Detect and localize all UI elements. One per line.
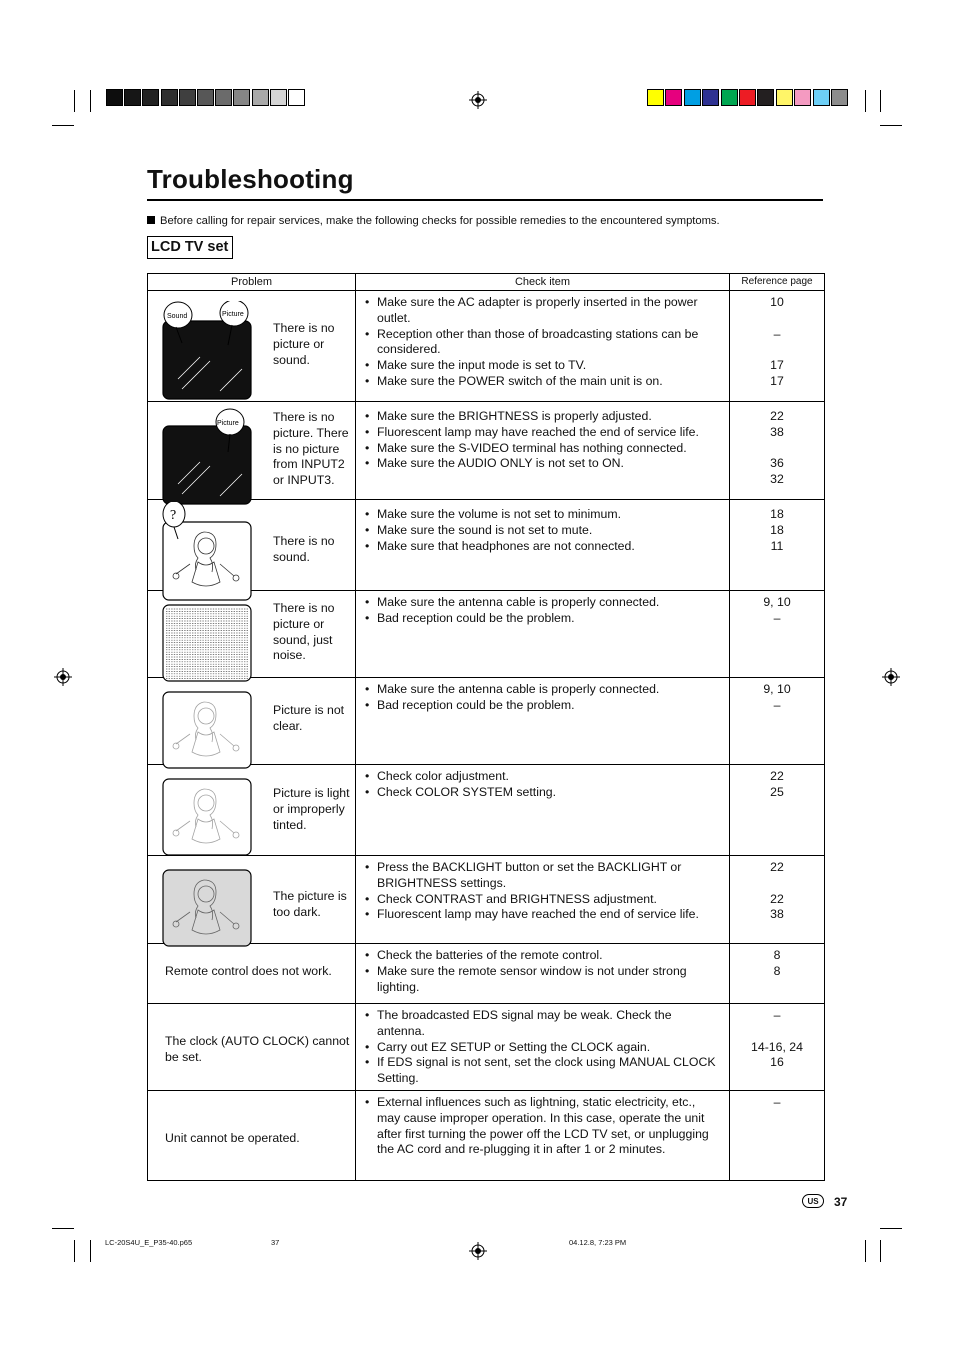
title-rule <box>147 199 823 201</box>
reference-page: 10 <box>770 295 784 309</box>
reference-page: 17 <box>770 373 784 388</box>
check-item-cell <box>356 944 730 1004</box>
problem-text: Picture is light or improperly tinted. <box>273 786 350 832</box>
check-list <box>364 769 721 801</box>
problem-text: There is no sound. <box>273 534 335 564</box>
check-list <box>364 860 721 923</box>
reference-page: 14-16, 24 <box>751 1039 803 1054</box>
gray-swatch <box>288 89 305 106</box>
registration-mark-icon <box>469 91 487 109</box>
header-reference-page: Reference page <box>730 274 825 291</box>
reference-page: 38 <box>770 424 784 439</box>
intro-sentence: Before calling for repair services, make the following checks for possible remedies to the encountered symptoms. <box>160 215 720 227</box>
reference-page <box>731 1024 823 1040</box>
color-swatch <box>831 89 848 106</box>
tv-unclear-picture-icon <box>160 688 254 772</box>
color-swatch <box>702 89 719 106</box>
gray-swatch <box>215 89 232 106</box>
problem-cell <box>148 1091 356 1181</box>
check-item: • Make sure the remote sensor window is not under strong lighting. <box>364 964 721 996</box>
reference-page-cell <box>730 402 825 500</box>
reference-page: 36 <box>770 456 784 471</box>
reference-page-cell <box>730 500 825 591</box>
check-list <box>364 948 721 995</box>
check-list <box>364 1008 721 1087</box>
tv-tinted-picture-icon <box>160 775 254 859</box>
svg-text:Sound: Sound <box>167 313 188 320</box>
check-list <box>364 507 721 554</box>
check-item-cell <box>356 856 730 944</box>
tv-no-sound-icon <box>160 502 254 602</box>
check-list <box>364 409 721 472</box>
table-row <box>148 678 825 765</box>
square-bullet-icon <box>147 216 155 224</box>
reference-page-cell <box>730 1004 825 1091</box>
reference-page: 9, 10 <box>763 595 791 609</box>
check-item: • Reception other than those of broadcasting stations can be considered. <box>364 327 721 359</box>
problem-text: Unit cannot be operated. <box>165 1131 300 1145</box>
check-item-cell <box>356 402 730 500</box>
reference-page: 22 <box>770 891 784 906</box>
problem-cell <box>148 591 356 678</box>
check-item-cell <box>356 500 730 591</box>
reference-page: 32 <box>770 472 784 487</box>
tv-no-picture-icon <box>160 406 254 506</box>
check-item: • Make sure the sound is not set to mute. <box>364 523 721 539</box>
check-item-cell <box>356 291 730 402</box>
reference-page-cell <box>730 678 825 765</box>
reference-page: – <box>773 1095 781 1109</box>
gray-swatch <box>179 89 196 106</box>
check-list <box>364 1095 721 1158</box>
check-item: • Carry out EZ SETUP or Setting the CLOCK again. <box>364 1040 721 1056</box>
check-item: • Make sure the POWER switch of the main unit is on. <box>364 374 721 390</box>
color-swatch <box>813 89 830 106</box>
footer-file-page: 37 <box>271 1238 280 1247</box>
check-item: • Check the batteries of the remote control. <box>364 948 721 964</box>
check-list <box>364 595 721 627</box>
page-number: 37 <box>834 1195 848 1209</box>
reference-page: 38 <box>770 907 784 922</box>
reference-page: 17 <box>770 358 784 373</box>
problem-cell <box>148 402 356 500</box>
svg-text:Picture: Picture <box>222 311 244 318</box>
reference-page: 9, 10 <box>763 682 791 696</box>
problem-cell <box>148 1004 356 1091</box>
reference-page: 8 <box>773 963 781 978</box>
table-row <box>148 1004 825 1091</box>
gray-swatch <box>270 89 287 106</box>
check-item: • Check COLOR SYSTEM setting. <box>364 785 721 801</box>
reference-page: – <box>773 1008 781 1022</box>
reference-page <box>731 342 823 358</box>
gray-swatch <box>252 89 269 106</box>
reference-page: 16 <box>770 1055 784 1070</box>
footer-timestamp: 04.12.8, 7:23 PM <box>569 1238 627 1247</box>
problem-cell <box>148 765 356 856</box>
problem-text: There is no picture or sound, just noise. <box>273 601 335 663</box>
reference-page <box>731 441 823 457</box>
section-heading: LCD TV set <box>147 236 233 259</box>
check-item: • Make sure the antenna cable is properly connected. <box>364 682 721 698</box>
reference-page: 18 <box>770 507 784 521</box>
header-check-item: Check item <box>356 274 730 291</box>
check-item: • Make sure the antenna cable is properly connected. <box>364 595 721 611</box>
check-item: • Fluorescent lamp may have reached the end of service life. <box>364 907 721 923</box>
gray-swatch <box>124 89 141 106</box>
check-item: • Make sure the AC adapter is properly inserted in the power outlet. <box>364 295 721 327</box>
color-swatch <box>665 89 682 106</box>
problem-cell <box>148 291 356 402</box>
reference-page: – <box>773 326 781 341</box>
check-item: • External influences such as lightning, static electricity, etc., may cause improper operation. In this case, operate the unit after first turning the power off the LCD TV set, or unplugging the AC cord and re-plugging it in after 1 or 2 minutes. <box>364 1095 721 1158</box>
check-item: • Check color adjustment. <box>364 769 721 785</box>
table-row <box>148 591 825 678</box>
check-list <box>364 295 721 390</box>
problem-text: Picture is not clear. <box>273 703 345 733</box>
check-item: • If EDS signal is not sent, set the clock using MANUAL CLOCK Setting. <box>364 1055 721 1087</box>
registration-mark-icon <box>469 1242 487 1260</box>
problem-text: There is no picture or sound. <box>273 321 335 367</box>
check-item: • Bad reception could be the problem. <box>364 698 721 714</box>
reference-page: – <box>773 610 781 625</box>
problem-text: There is no picture. There is no picture from INPUT2 or INPUT3. <box>273 410 349 488</box>
problem-text: The picture is too dark. <box>273 889 347 919</box>
reference-page-cell <box>730 856 825 944</box>
tv-noise-icon <box>160 601 254 685</box>
svg-text:Picture: Picture <box>217 420 239 427</box>
check-item-cell <box>356 678 730 765</box>
problem-text: The clock (AUTO CLOCK) cannot be set. <box>165 1034 350 1064</box>
check-item: • Make sure the AUDIO ONLY is not set to ON. <box>364 456 721 472</box>
check-item: • Press the BACKLIGHT button or set the BACKLIGHT or BRIGHTNESS settings. <box>364 860 721 892</box>
gray-swatch <box>142 89 159 106</box>
check-item-cell <box>356 765 730 856</box>
problem-cell <box>148 678 356 765</box>
footer-file-name: LC-20S4U_E_P35-40.p65 <box>105 1238 193 1247</box>
table-header-row <box>148 274 825 291</box>
color-swatch <box>647 89 664 106</box>
tv-dark-picture-icon <box>160 866 254 950</box>
reference-page <box>731 876 823 892</box>
check-item-cell <box>356 591 730 678</box>
check-item: • Fluorescent lamp may have reached the end of service life. <box>364 425 721 441</box>
registration-mark-icon <box>54 668 72 686</box>
gray-swatch <box>106 89 123 106</box>
color-swatch <box>794 89 811 106</box>
check-item-cell <box>356 1091 730 1181</box>
reference-page: 22 <box>770 860 784 874</box>
color-swatch <box>739 89 756 106</box>
check-item: • Check CONTRAST and BRIGHTNESS adjustment. <box>364 892 721 908</box>
table-row <box>148 1091 825 1181</box>
check-item: • Make sure the input mode is set to TV. <box>364 358 721 374</box>
reference-page-cell <box>730 291 825 402</box>
reference-page: – <box>773 697 781 712</box>
check-item: • Bad reception could be the problem. <box>364 611 721 627</box>
gray-swatch <box>197 89 214 106</box>
reference-page: 22 <box>770 409 784 423</box>
registration-mark-icon <box>882 668 900 686</box>
intro-text <box>147 215 720 227</box>
reference-page-cell <box>730 944 825 1004</box>
reference-page-cell <box>730 1091 825 1181</box>
reference-page-cell <box>730 765 825 856</box>
reference-page: 8 <box>773 948 781 962</box>
check-item: • Make sure that headphones are not connected. <box>364 539 721 555</box>
table-row <box>148 856 825 944</box>
header-problem: Problem <box>148 274 356 291</box>
troubleshooting-table <box>147 273 825 1181</box>
svg-text:?: ? <box>170 508 177 523</box>
gray-swatch <box>233 89 250 106</box>
color-swatch <box>721 89 738 106</box>
reference-page: 25 <box>770 784 784 799</box>
color-swatch <box>757 89 774 106</box>
check-list <box>364 682 721 714</box>
reference-page: 18 <box>770 522 784 537</box>
problem-cell <box>148 944 356 1004</box>
table-row <box>148 944 825 1004</box>
page-title: Troubleshooting <box>147 164 354 194</box>
reference-page-cell <box>730 591 825 678</box>
reference-page <box>731 311 823 327</box>
problem-text: Remote control does not work. <box>165 964 332 978</box>
check-item: • The broadcasted EDS signal may be weak. Check the antenna. <box>364 1008 721 1040</box>
tv-no-picture-sound-icon <box>160 301 254 401</box>
table-row <box>148 500 825 591</box>
gray-swatch <box>161 89 178 106</box>
check-item: • Make sure the BRIGHTNESS is properly adjusted. <box>364 409 721 425</box>
table-row <box>148 402 825 500</box>
reference-page: 22 <box>770 769 784 783</box>
table-row <box>148 291 825 402</box>
problem-cell <box>148 500 356 591</box>
check-item: • Make sure the S-VIDEO terminal has nothing connected. <box>364 441 721 457</box>
table-row <box>148 765 825 856</box>
region-badge: US <box>802 1194 824 1208</box>
color-swatch <box>776 89 793 106</box>
reference-page: 11 <box>770 538 784 553</box>
color-swatch <box>684 89 701 106</box>
check-item-cell <box>356 1004 730 1091</box>
problem-cell <box>148 856 356 944</box>
check-item: • Make sure the volume is not set to minimum. <box>364 507 721 523</box>
